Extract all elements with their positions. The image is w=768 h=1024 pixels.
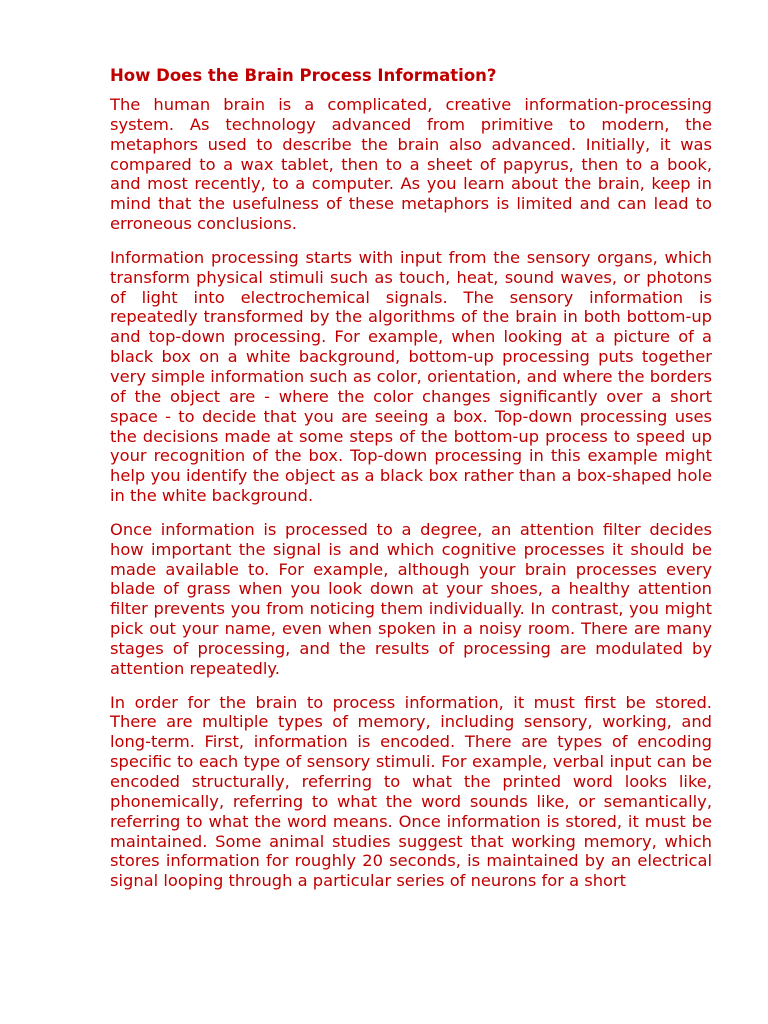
document-title: How Does the Brain Process Information? — [110, 66, 497, 85]
document-page — [110, 66, 712, 905]
paragraph-attention-filter: Once information is processed to a degree, an attention filter decides how important the signal is and which cognitive processes it should be made available to. For example, although your brain processes every blade of grass when you look down at your shoes, a healthy attention filter prevents you from noticing them individually. In contrast, you might pick out your name, even when spoken in a noisy room. There are many stages of processing, and the results of processing are modulated by attention repeatedly. — [110, 519, 712, 678]
paragraph-sensory-processing: Information processing starts with input from the sensory organs, which transform physical stimuli such as touch, heat, sound waves, or photons of light into electrochemical signals. The sensory information is repeatedly transformed by the algorithms of the brain in both bottom-up and top-down processing. For example, when looking at a picture of a black box on a white background, bottom-up processing puts together very simple information such as color, orientation, and where the borders of the object are - where the color changes significantly over a short space - to decide that you are seeing a box. Top-down processing uses the decisions made at some steps of the bottom-up process to speed up your recognition of the box. Top-down processing in this example might help you identify the object as a black box rather than a box-shaped hole in the white background. — [110, 247, 712, 506]
paragraph-memory: In order for the brain to process information, it must first be stored. There are multiple types of memory, including sensory, working, and long-term. First, information is encoded. There are types of encoding specific to each type of sensory stimuli. For example, verbal input can be encoded structurally, referring to what the printed word looks like, phonemically, referring to what the word sounds like, or semantically, referring to what the word means. Once information is stored, it must be maintained. Some animal studies suggest that working memory, which stores information for roughly 20 seconds, is maintained by an electrical signal looping through a particular series of neurons for a short — [110, 692, 712, 891]
paragraph-intro: The human brain is a complicated, creative information-processing system. As technology advanced from primitive to modern, the metaphors used to describe the brain also advanced. Initially, it was compared to a wax tablet, then to a sheet of papyrus, then to a book, and most recently, to a computer. As you learn about the brain, keep in mind that the usefulness of these metaphors is limited and can lead to erroneous conclusions. — [110, 95, 712, 234]
